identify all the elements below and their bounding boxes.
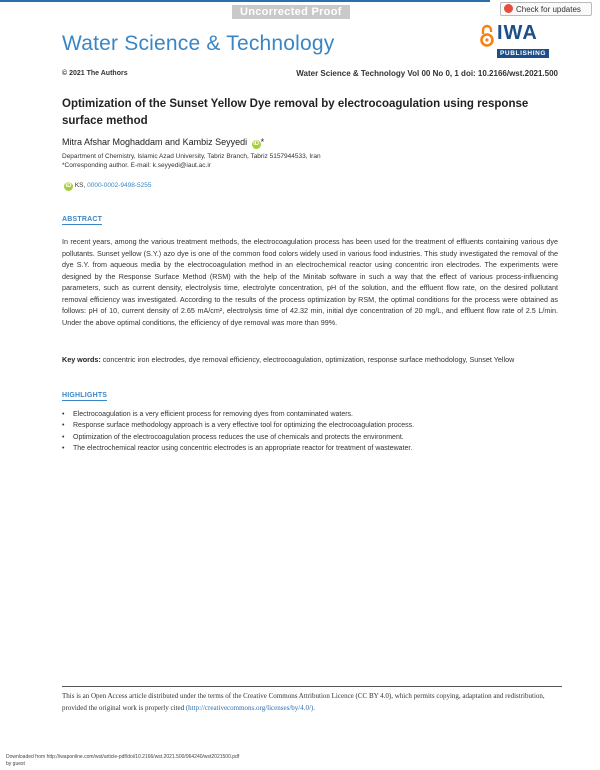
- abstract-text: In recent years, among the various treatment methods, the electrocoagulation process has been used for the treatment of effluents containing various dye pollutants. Sunset yellow (S.Y.) azo dye is one of the common food colors widely used in various food industries. This study investigated the removal of the dye S.Y. from aqueous media by the electrocoagulation method in an electrochemical reactor using concentric iron electrodes. The experiments were designed by the Response Surface Method (RSM) with the help of the Minitab software in such a way that the effect of various process-influencing parameters, such as current density, electrolysis time, electrolyte concentration, pH of the solution, and the effluent flow rate, on the desired pollutant removal efficiency was investigated. According to the results of the process optimization by RSM, the optimal conditions for the process were obtained as follows: pH of 10, current density of 2.65 mA/cm², electrolysis time of 42.32 min, initial dye concentration of 20 mg/L, and effluent flow rate of 2.5 L/min. Under the above optimal conditions, the efficiency of dye removal was more than 99%.: [62, 237, 558, 327]
- affiliation-block: [62, 152, 321, 170]
- highlight-item: [62, 432, 558, 443]
- check-for-updates-button[interactable]: [500, 2, 592, 16]
- download-line: Downloaded from http://iwaponline.com/wst/article-pdf/doi/10.2166/wst.2021.500/964240/wst2021500.pdf: [6, 754, 240, 760]
- license-text: This is an Open Access article distributed under the terms of the Creative Commons Attribution Licence (CC BY 4.0), which permits copying, adaptation and redistribution, provided the original work is properly cited: [62, 692, 545, 712]
- iwa-logo-publishing: PUBLISHING: [497, 49, 549, 58]
- highlight-item: [62, 409, 558, 420]
- keywords-label: Key words:: [62, 355, 101, 364]
- highlight-text: The electrochemical reactor using concentric electrodes is an appropriate reactor for treatment of wastewater.: [73, 444, 413, 452]
- abstract-heading: ABSTRACT: [62, 216, 103, 223]
- journal-title: Water Science & Technology: [62, 32, 335, 55]
- bullet: •: [62, 433, 65, 441]
- orcid-initials: KS,: [74, 182, 86, 189]
- iwa-logo-mark: IWA: [497, 22, 538, 44]
- footer-rule: [62, 686, 562, 687]
- uncorrected-proof-banner: Uncorrected Proof: [232, 5, 350, 19]
- corresponding-author: *Corresponding author. E-mail: k.seyyedi@iaut.ac.ir: [62, 162, 211, 169]
- highlight-text: Electrocoagulation is a very efficient process for removing dyes from contaminated waters.: [73, 411, 353, 418]
- highlight-text: Optimization of the electrocoagulation process reduces the use of chemicals and protects the environment.: [73, 433, 404, 441]
- bullet: •: [62, 422, 65, 430]
- crossmark-icon: [504, 4, 513, 13]
- citation-line: Water Science & Technology Vol 00 No 0, 1 doi: 10.2166/wst.2021.500: [296, 69, 558, 78]
- bullet: •: [62, 411, 65, 418]
- open-access-icon: [479, 24, 495, 53]
- authors: Mitra Afshar Moghaddam and Kambiz Seyyedi: [62, 137, 248, 147]
- iwa-publishing-logo: [497, 24, 557, 60]
- download-notice: [6, 754, 239, 767]
- affiliation: Department of Chemistry, Islamic Azad University, Tabriz Branch, Tabriz 5157944533, Iran: [62, 153, 321, 160]
- check-for-updates-label: Check for updates: [516, 5, 581, 14]
- highlight-item: [62, 420, 558, 431]
- orcid-icon[interactable]: iD: [253, 141, 260, 147]
- orcid-line: [62, 182, 151, 191]
- highlights-heading: HIGHLIGHTS: [62, 392, 108, 399]
- keywords: [62, 354, 558, 366]
- orcid-link[interactable]: 0000-0002-9498-5255: [87, 182, 152, 189]
- article-title: Optimization of the Sunset Yellow Dye removal by electrocoagulation using response surface method: [62, 98, 529, 127]
- top-rule: [0, 0, 490, 2]
- bullet: •: [62, 444, 65, 452]
- copyright-line: © 2021 The Authors: [62, 70, 128, 77]
- highlight-text: Response surface methodology approach is a very effective tool for optimizing the electrocoagulation process.: [73, 422, 415, 430]
- license-footer: [62, 690, 558, 714]
- author-line: [62, 137, 264, 149]
- license-link[interactable]: (http://creativecommons.org/licenses/by/4.0/).: [185, 704, 315, 712]
- keywords-text: concentric iron electrodes, dye removal efficiency, electrocoagulation, optimization, response surface methodology, Sunset Yellow: [102, 355, 515, 364]
- orcid-icon: iD: [65, 183, 72, 189]
- download-guest: by guest: [6, 760, 25, 767]
- highlight-item: [62, 443, 558, 454]
- corresponding-mark: *: [260, 137, 265, 147]
- highlights-list: [62, 409, 558, 454]
